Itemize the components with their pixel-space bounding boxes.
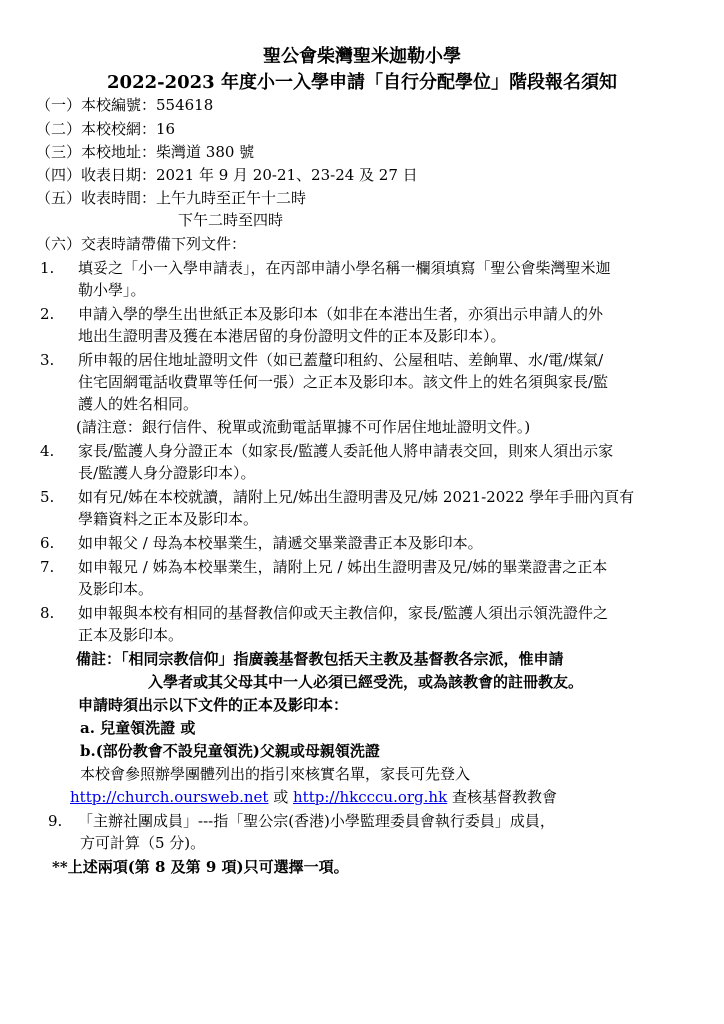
item-number: 3. <box>40 351 55 369</box>
collection-time-am: （五）收表時間：上午九時至正午十二時 <box>36 189 307 207</box>
collection-dates: （四）收表日期：2021 年 9 月 20-21、23-24 及 27 日 <box>36 166 418 184</box>
final-note: **上述兩項(第 8 及第 9 項)只可選擇一項。 <box>52 858 349 876</box>
link-suffix: 查核基督教教會 <box>451 788 557 806</box>
list-item-4 <box>40 440 613 462</box>
list-item-3 <box>40 349 603 371</box>
item-text: 申請入學的學生出世紙正本及影印本（如非在本港出生者，亦須出示申請人的外 <box>78 305 604 323</box>
notice-title: 2022-2023 年度小一入學申請「自行分配學位」階段報名須知 <box>107 72 617 93</box>
item-number: 9. <box>48 812 63 830</box>
list-item-1-cont: 勒小學」。 <box>78 281 146 299</box>
item-number: 6. <box>40 534 55 552</box>
remark-check-line: 本校會參照辦學團體列出的指引來核實名單，家長可先登入 <box>80 765 471 783</box>
item-text: 如申報父 / 母為本校畢業生，請遞交畢業證書正本及影印本。 <box>78 534 483 552</box>
list-item-9-cont: 方可計算（5 分)。 <box>80 834 206 852</box>
hkcccu-link[interactable]: http://hkcccu.org.hk <box>293 788 448 806</box>
list-item-2-cont: 地出生證明書及獲在本港居留的身份證明文件的正本及影印本）。 <box>78 327 506 345</box>
item-text: 如申報兄 / 姊為本校畢業生，請附上兄 / 姊出生證明書及兄/姊的畢業證書之正本 <box>78 558 608 576</box>
item-number: 7. <box>40 558 55 576</box>
list-item-3-note: (請注意：銀行信件、稅單或流動電話單據不可作居住地址證明文件。) <box>76 418 531 436</box>
school-code: （一）本校編號：554618 <box>36 96 214 114</box>
item-text: 如有兄/姊在本校就讀，請附上兄/姊出生證明書及兄/姊 2021-2022 學年手冊內頁有 <box>78 488 635 506</box>
list-item-9 <box>48 810 555 832</box>
list-item-1 <box>40 257 611 279</box>
or-text: 或 <box>273 788 289 806</box>
list-item-7 <box>40 556 607 578</box>
item-text: 家長/監護人身分證正本（如家長/監護人委託他人將申請表交回，則來人須出示家 <box>78 442 614 460</box>
list-item-2 <box>40 303 603 325</box>
school-net: （二）本校校網：16 <box>36 120 176 138</box>
documents-heading: （六）交表時請帶備下列文件： <box>36 235 247 253</box>
item-text: 填妥之「小一入學申請表」，在丙部申請小學名稱一欄須填寫「聖公會柴灣聖米迦 <box>78 259 611 277</box>
remark-links <box>70 786 557 808</box>
item-text: 如申報與本校有相同的基督教信仰或天主教信仰，家長/監護人須出示領洗證件之 <box>78 604 609 622</box>
list-item-5-cont: 學籍資料之正本及影印本。 <box>78 510 259 528</box>
remark-option-a: a. 兒童領洗證 或 <box>80 719 196 737</box>
remark-option-b: b.(部份教會不設兒童領洗)父親或母親領洗證 <box>80 742 380 760</box>
item-number: 5. <box>40 488 55 506</box>
item-number: 2. <box>40 305 55 323</box>
remark-line-1: 備註：「相同宗教信仰」指廣義基督教包括天主教及基督教各宗派，惟申請 <box>76 650 564 668</box>
school-address: （三）本校地址：柴灣道 380 號 <box>36 143 255 161</box>
remark-line-2: 入學者或其父母其中一人必須已經受洗，或為該教會的註冊教友。 <box>148 673 584 691</box>
list-item-8-cont: 正本及影印本。 <box>78 626 184 644</box>
remark-line-3: 申請時須出示以下文件的正本及影印本： <box>78 696 349 714</box>
item-number: 4. <box>40 442 55 460</box>
school-name: 聖公會柴灣聖米迦勒小學 <box>263 46 461 67</box>
list-item-5 <box>40 486 634 508</box>
church-link[interactable]: http://church.oursweb.net <box>70 788 269 806</box>
collection-time-pm: 下午二時至四時 <box>178 211 284 229</box>
list-item-6 <box>40 532 483 554</box>
list-item-3-cont: 住宅固網電話收費單等任何一張）之正本及影印本。該文件上的姓名須與家長/監 <box>78 373 609 391</box>
list-item-4-cont: 長/監護人身分證影印本）。 <box>78 464 256 482</box>
list-item-8 <box>40 602 608 624</box>
item-text: 「主辦社團成員」---指「聖公宗(香港)小學監理委員會執行委員」成員， <box>78 812 555 830</box>
item-number: 1. <box>40 259 55 277</box>
item-text: 所申報的居住地址證明文件（如已蓋釐印租約、公屋租咭、差餉單、水/電/煤氣/ <box>78 351 604 369</box>
list-item-7-cont: 及影印本。 <box>78 580 154 598</box>
item-number: 8. <box>40 604 55 622</box>
list-item-3-cont2: 護人的姓名相同。 <box>78 395 199 413</box>
